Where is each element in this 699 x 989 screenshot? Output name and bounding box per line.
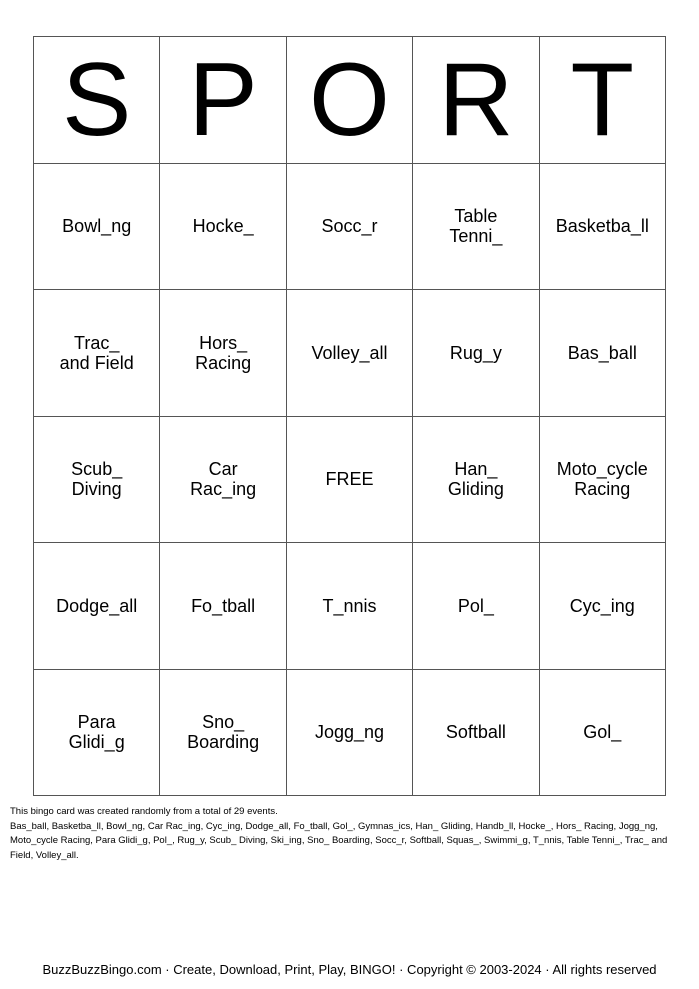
bingo-square: Hocke_ bbox=[160, 164, 286, 291]
event-list: Bas_ball, Basketba_ll, Bowl_ng, Car Rac_ing, Cyc_ing, Dodge_all, Fo_tball, Gol_, Gymnas_ics, Han_ Gliding, Handb_ll, Hocke_, Hors_ Racing, Jogg_ng, Moto_cycle Racing, Para Glidi_g, Pol_, Rug_y, Scub_ Diving, Ski_ing, Sno_ Boarding, Socc_r, Softball, Squas_, Swimmi_g, T_nnis, Table Tenni_, Trac_ and Field, Volley_all. bbox=[10, 820, 668, 861]
bingo-square: Fo_tball bbox=[160, 543, 286, 670]
bingo-square: Moto_cycle Racing bbox=[540, 417, 666, 544]
bingo-square: Scub_ Diving bbox=[34, 417, 160, 544]
bingo-square: Sno_ Boarding bbox=[160, 670, 286, 797]
bingo-square: Gol_ bbox=[540, 670, 666, 797]
header-letter-o: O bbox=[287, 37, 413, 164]
site-footer: BuzzBuzzBingo.com · Create, Download, Print, Play, BINGO! · Copyright © 2003-2024 · All rights reserved bbox=[42, 962, 657, 977]
bingo-square: Para Glidi_g bbox=[34, 670, 160, 797]
bingo-card bbox=[33, 36, 666, 796]
bingo-square: Dodge_all bbox=[34, 543, 160, 670]
card-description bbox=[10, 805, 674, 863]
bingo-square: Rug_y bbox=[413, 290, 539, 417]
bingo-square: Jogg_ng bbox=[287, 670, 413, 797]
bingo-square: Softball bbox=[413, 670, 539, 797]
bingo-square: Bowl_ng bbox=[34, 164, 160, 291]
bingo-square: Trac_ and Field bbox=[34, 290, 160, 417]
bingo-square: T_nnis bbox=[287, 543, 413, 670]
bingo-square: Table Tenni_ bbox=[413, 164, 539, 291]
bingo-square: Socc_r bbox=[287, 164, 413, 291]
free-square: FREE bbox=[287, 417, 413, 544]
bingo-square: Cyc_ing bbox=[540, 543, 666, 670]
header-letter-t: T bbox=[540, 37, 666, 164]
bingo-square: Hors_ Racing bbox=[160, 290, 286, 417]
bingo-square: Han_ Gliding bbox=[413, 417, 539, 544]
bingo-square: Volley_all bbox=[287, 290, 413, 417]
header-letter-p: P bbox=[160, 37, 286, 164]
header-letter-s: S bbox=[34, 37, 160, 164]
header-letter-r: R bbox=[413, 37, 539, 164]
bingo-square: Basketba_ll bbox=[540, 164, 666, 291]
bingo-square: Car Rac_ing bbox=[160, 417, 286, 544]
bingo-square: Bas_ball bbox=[540, 290, 666, 417]
bingo-square: Pol_ bbox=[413, 543, 539, 670]
card-description-intro: This bingo card was created randomly from a total of 29 events. bbox=[10, 806, 278, 817]
